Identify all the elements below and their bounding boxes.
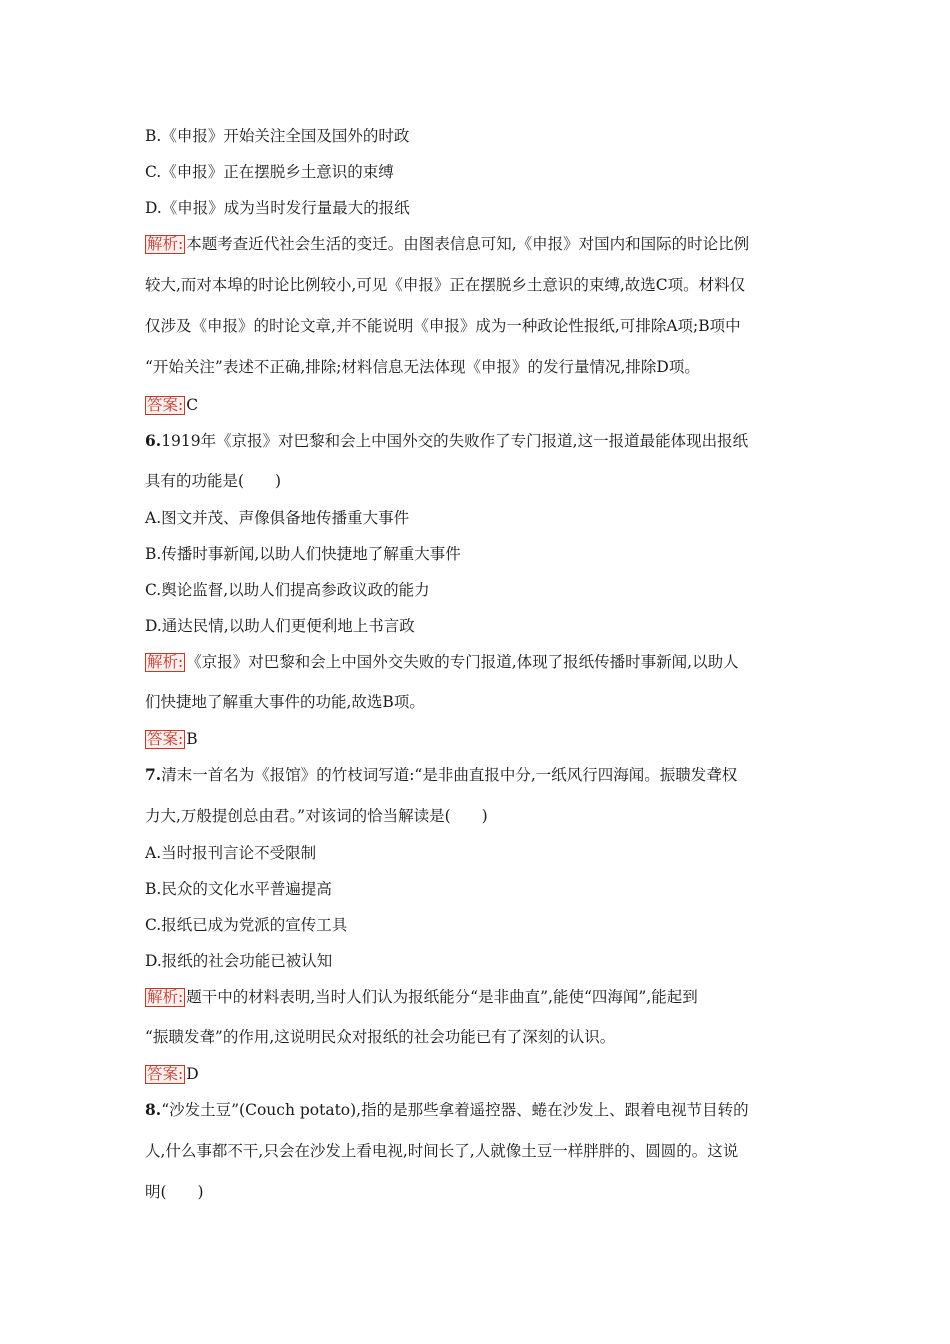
q6-option-a: A.图文并茂、声像俱备地传播重大事件: [145, 509, 410, 527]
q5-analysis-line-3: 仅涉及《申报》的时论文章,并不能说明《申报》成为一种政论性报纸,可排除A项;B项中: [145, 317, 741, 335]
analysis-label: 解析:: [147, 653, 184, 671]
q5-option-d: D.《申报》成为当时发行量最大的报纸: [145, 199, 410, 217]
q6-stem-text-1: 1919年《京报》对巴黎和会上中国外交的失败作了专门报道,这一报道最能体现出报纸: [161, 432, 749, 450]
q7-option-c: C.报纸已成为党派的宣传工具: [145, 916, 348, 934]
q6-stem-line-2: 具有的功能是( ): [145, 472, 282, 490]
q5-option-b: B.《申报》开始关注全国及国外的时政: [145, 127, 410, 145]
q7-stem-text-1: 清末一首名为《报馆》的竹枝词写道:“是非曲直报中分,一纸风行四海闻。振聩发聋权: [161, 766, 738, 784]
q7-option-d: D.报纸的社会功能已被认知: [145, 952, 333, 970]
q7-stem-line-2: 力大,万般提创总由君。”对该词的恰当解读是( ): [145, 807, 488, 825]
q5-answer-value: C: [186, 396, 199, 414]
q7-stem-line-1: [145, 765, 815, 785]
q5-analysis-line-4: “开始关注”表述不正确,排除;材料信息无法体现《申报》的发行量情况,排除D项。: [145, 358, 700, 376]
q5-analysis-text-1: 本题考查近代社会生活的变迁。由图表信息可知,《申报》对国内和国际的时论比例: [186, 235, 750, 253]
answer-label: 答案:: [147, 1065, 184, 1083]
q6-option-c: C.舆论监督,以助人们提高参政议政的能力: [145, 581, 430, 599]
q6-answer-value: B: [186, 730, 198, 748]
q7-option-a: A.当时报刊言论不受限制: [145, 844, 317, 862]
q5-analysis-line-2: 较大,而对本埠的时论比例较小,可见《申报》正在摆脱乡土意识的束缚,故选C项。材料仅: [145, 276, 746, 294]
q7-analysis-line-1: [145, 987, 815, 1007]
q7-option-b: B.民众的文化水平普遍提高: [145, 880, 332, 898]
answer-label: 答案:: [147, 396, 184, 414]
answer-label: 答案:: [147, 730, 184, 748]
q7-answer: [145, 1064, 815, 1084]
q6-analysis-line-2: 们快捷地了解重大事件的功能,故选B项。: [145, 693, 425, 711]
q6-stem-line-1: [145, 431, 815, 451]
q6-option-d: D.通达民情,以助人们更便利地上书言政: [145, 617, 415, 635]
q7-analysis-text-1: 题干中的材料表明,当时人们认为报纸能分“是非曲直”,能使“四海闻”,能起到: [186, 988, 698, 1006]
q5-analysis-line-1: [145, 234, 815, 254]
q6-analysis-line-1: [145, 652, 815, 672]
q5-answer: [145, 395, 815, 415]
q6-analysis-text-1: 《京报》对巴黎和会上中国外交失败的专门报道,体现了报纸传播时事新闻,以助人: [186, 653, 739, 671]
q8-stem-text-1: “沙发土豆”(Couch potato),指的是那些拿着遥控器、蜷在沙发上、跟着电视节目转的: [161, 1101, 749, 1119]
q8-stem-line-1: [145, 1100, 815, 1120]
q8-number: 8.: [145, 1100, 162, 1119]
analysis-label: 解析:: [147, 988, 184, 1006]
q8-stem-line-3: 明( ): [145, 1183, 204, 1201]
analysis-label: 解析:: [147, 235, 184, 253]
q6-option-b: B.传播时事新闻,以助人们快捷地了解重大事件: [145, 545, 461, 563]
q8-stem-line-2: 人,什么事都不干,只会在沙发上看电视,时间长了,人就像土豆一样胖胖的、圆圆的。这说: [145, 1142, 739, 1160]
q7-number: 7.: [145, 765, 162, 784]
q5-option-c: C.《申报》正在摆脱乡土意识的束缚: [145, 163, 394, 181]
q6-number: 6.: [145, 431, 162, 450]
q6-answer: [145, 729, 815, 749]
q7-answer-value: D: [186, 1065, 199, 1083]
q7-analysis-line-2: “振聩发聋”的作用,这说明民众对报纸的社会功能已有了深刻的认识。: [145, 1028, 616, 1046]
